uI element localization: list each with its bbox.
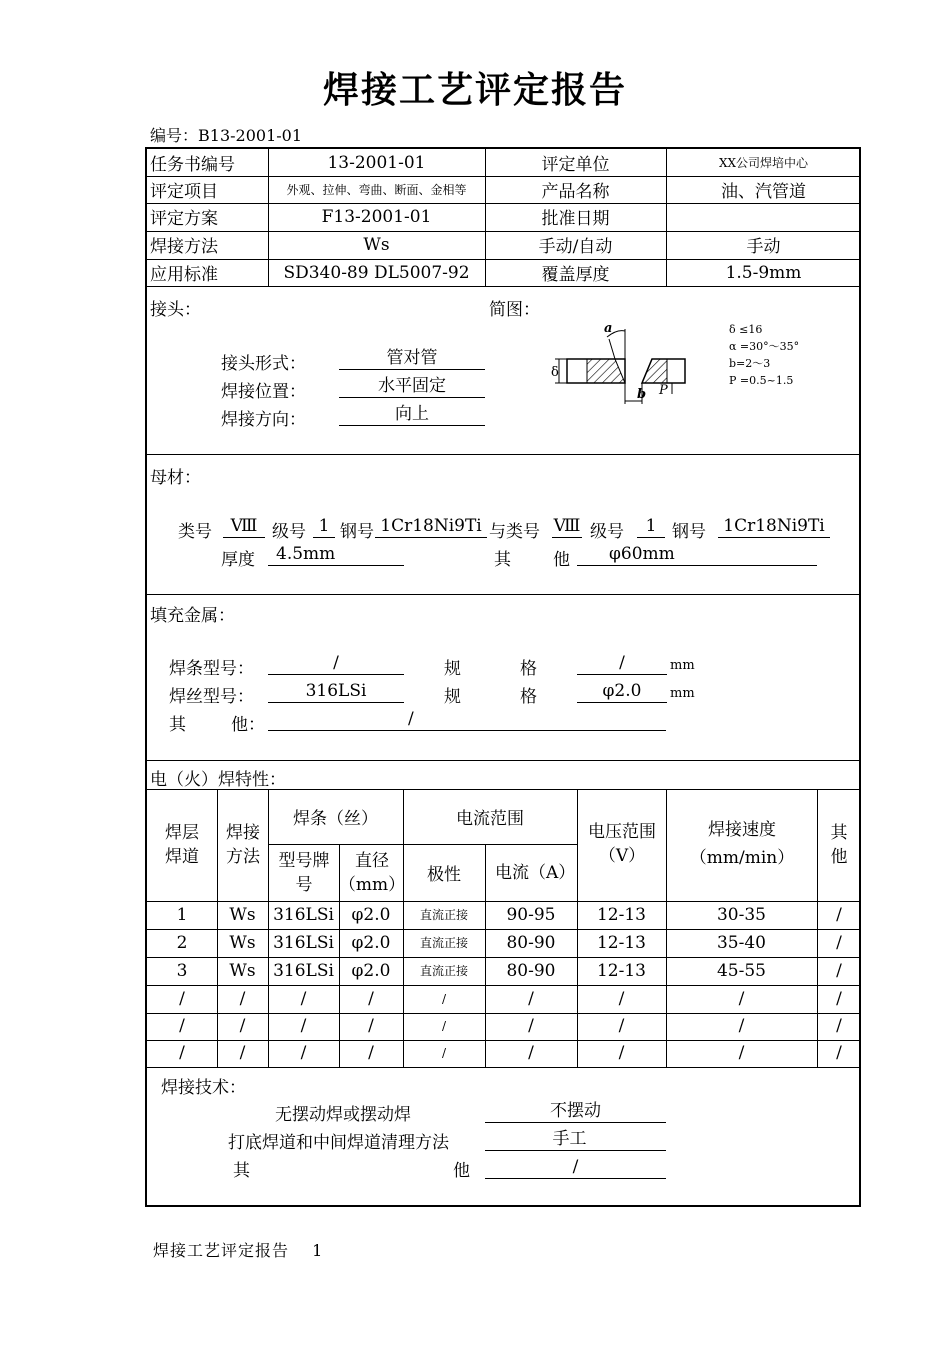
table-cell: /: [368, 1015, 374, 1036]
header-v2-3: 手动: [746, 237, 781, 257]
filler-other-label-a: 其: [169, 715, 186, 735]
table-cell: Ws: [229, 932, 256, 953]
steel-label-1: 钢号: [340, 522, 374, 542]
thickness-label: 厚度: [221, 550, 255, 570]
header-l1-3: 焊接方法: [150, 237, 218, 257]
sketch-label: 简图：: [489, 300, 540, 320]
header-v1-4: SD340-89 DL5007-92: [283, 262, 470, 283]
grade-label-1: 级号: [272, 522, 306, 542]
header-l2-0: 评定单位: [541, 155, 610, 175]
with-type-label: 与类号: [489, 522, 540, 542]
header-v2-0: XX公司焊培中心: [718, 156, 809, 170]
clean-label: 打底焊道和中间焊道清理方法: [228, 1133, 449, 1153]
table-cell: /: [618, 988, 625, 1009]
base-other-label-b: 他: [553, 550, 570, 570]
tech-other-label-a: 其: [233, 1161, 250, 1181]
table-cell: /: [836, 1015, 842, 1036]
table-cell: 直流正接: [419, 936, 468, 950]
wire-type-value: 316LSi: [268, 680, 404, 703]
table-cell: /: [836, 960, 842, 981]
col-diameter: 直径（mm）: [338, 851, 406, 895]
table-cell: 3: [176, 960, 188, 981]
header-v1-3: Ws: [363, 234, 390, 255]
filler-other-label-b: 他：: [231, 715, 265, 735]
grade-value-1: 1: [313, 515, 335, 538]
tech-other-value: /: [485, 1156, 666, 1179]
technique-heading: 焊接技术：: [161, 1078, 246, 1098]
weld-direction-value: 向上: [339, 403, 485, 426]
table-cell: /: [618, 1042, 625, 1063]
table-cell: /: [368, 1042, 374, 1063]
table-cell: φ2.0: [351, 932, 391, 953]
header-l2-4: 覆盖厚度: [541, 265, 610, 285]
filler-other-value: /: [268, 708, 666, 731]
table-cell: /: [738, 988, 745, 1009]
table-cell: /: [368, 988, 374, 1009]
table-cell: φ2.0: [351, 904, 391, 925]
base-metal-heading: 母材：: [150, 468, 201, 488]
table-cell: /: [300, 1015, 307, 1036]
table-cell: /: [239, 1042, 246, 1063]
weld-position-label: 焊接位置：: [221, 382, 306, 402]
table-cell: 316LSi: [273, 960, 334, 981]
header-v2-4: 1.5-9mm: [725, 262, 802, 283]
table-cell: 30-35: [716, 904, 766, 925]
swing-label: 无摆动焊或摆动焊: [275, 1105, 411, 1125]
header-l2-2: 批准日期: [541, 209, 610, 229]
col-current-range: 电流范围: [456, 809, 524, 829]
base-other-label-a: 其: [494, 550, 511, 570]
header-l1-0: 任务书编号: [150, 155, 235, 175]
table-cell: φ2.0: [351, 960, 391, 981]
table-cell: /: [441, 1045, 447, 1060]
table-cell: 316LSi: [273, 932, 334, 953]
table-cell: /: [528, 988, 534, 1009]
table-cell: 80-90: [506, 960, 556, 981]
table-cell: 2: [176, 932, 188, 953]
table-cell: /: [300, 1042, 307, 1063]
col-rod: 焊条（丝）: [293, 809, 378, 829]
table-cell: 直流正接: [419, 964, 468, 978]
table-cell: /: [738, 1042, 745, 1063]
report-form: [145, 147, 861, 1207]
steel-value-1: 1Cr18Ni9Ti: [375, 515, 487, 538]
table-cell: 35-40: [716, 932, 766, 953]
sketch-a-label: a: [604, 321, 613, 336]
electric-heading: 电（火）焊特性：: [150, 770, 286, 790]
rod-spec-value: /: [577, 652, 667, 675]
header-v1-2: F13-2001-01: [321, 206, 432, 227]
table-cell: /: [836, 932, 842, 953]
base-other-value: φ60mm: [577, 543, 817, 566]
table-cell: 12-13: [596, 932, 646, 953]
filler-heading: 填充金属：: [150, 606, 235, 626]
table-cell: /: [179, 988, 185, 1009]
table-cell: /: [239, 1015, 246, 1036]
table-cell: Ws: [229, 960, 256, 981]
table-cell: /: [441, 991, 447, 1006]
table-cell: /: [836, 1042, 842, 1063]
table-cell: 直流正接: [419, 908, 468, 922]
document-number: 编号：B13-2001-01: [150, 126, 303, 145]
joint-params: δ ≤16 α =30°～35° b=2～3 P =0.5~1.5: [729, 323, 800, 387]
table-cell: /: [836, 904, 842, 925]
col-brand: 型号牌号: [278, 851, 330, 895]
type-label-1: 类号: [178, 522, 212, 542]
rod-type-value: /: [268, 652, 404, 675]
header-l1-1: 评定项目: [150, 182, 218, 202]
type-value-1: Ⅷ: [223, 515, 265, 538]
tech-other-label-b: 他: [453, 1161, 470, 1181]
wire-spec-label-a: 规: [444, 687, 461, 707]
header-l1-4: 应用标准: [150, 265, 218, 285]
rod-spec-unit: mm: [670, 658, 695, 673]
sketch-delta-label: δ: [551, 365, 559, 380]
grade-value-2: 1: [637, 515, 665, 538]
table-cell: /: [179, 1015, 185, 1036]
col-speed: 焊接速度（mm/min）: [689, 820, 795, 868]
col-other: 其他: [830, 823, 848, 867]
steel-label-2: 钢号: [672, 522, 706, 542]
table-cell: 12-13: [596, 904, 646, 925]
table-cell: /: [300, 988, 307, 1009]
swing-value: 不摆动: [485, 1100, 666, 1123]
steel-value-2: 1Cr18Ni9Ti: [718, 515, 830, 538]
col-method: 焊接方法: [226, 823, 260, 867]
header-v2-2: [666, 203, 861, 230]
sketch-p-label: P: [659, 383, 668, 398]
grade-label-2: 级号: [590, 522, 624, 542]
sketch-b-label: b: [637, 387, 647, 402]
wire-spec-value: φ2.0: [577, 680, 667, 703]
page-title: 焊接工艺评定报告: [322, 69, 627, 111]
joint-form-value: 管对管: [339, 347, 485, 370]
col-voltage: 电压范围（V）: [588, 822, 656, 866]
table-cell: /: [618, 1015, 625, 1036]
rod-spec-label-a: 规: [444, 659, 461, 679]
header-l1-2: 评定方案: [150, 209, 218, 229]
table-cell: /: [738, 1015, 745, 1036]
table-cell: 45-55: [716, 960, 766, 981]
table-cell: /: [239, 988, 246, 1009]
rod-spec-label-b: 格: [520, 659, 537, 679]
table-cell: 316LSi: [273, 904, 334, 925]
wire-type-label: 焊丝型号：: [169, 687, 254, 707]
table-cell: 12-13: [596, 960, 646, 981]
table-cell: /: [441, 1018, 447, 1033]
header-v2-1: 油、汽管道: [721, 182, 806, 202]
table-cell: /: [836, 988, 842, 1009]
wire-spec-label-b: 格: [520, 687, 537, 707]
table-cell: 80-90: [506, 932, 556, 953]
header-l2-3: 手动/自动: [538, 237, 613, 257]
table-cell: Ws: [229, 904, 256, 925]
col-layer: 焊层焊道: [165, 823, 199, 867]
col-amperage: 电流（A）: [495, 863, 576, 883]
joint-heading: 接头：: [150, 300, 201, 320]
page-footer: 焊接工艺评定报告 1: [153, 1241, 324, 1260]
type-value-2: Ⅷ: [553, 516, 581, 536]
header-l2-1: 产品名称: [541, 182, 610, 202]
table-cell: 1: [176, 904, 188, 925]
col-polarity: 极性: [427, 865, 461, 885]
thickness-value: 4.5mm: [268, 543, 404, 566]
joint-sketch-diagram: [547, 319, 697, 414]
weld-position-value: 水平固定: [339, 375, 485, 398]
weld-direction-label: 焊接方向：: [221, 410, 306, 430]
table-cell: /: [528, 1042, 534, 1063]
table-cell: /: [528, 1015, 534, 1036]
clean-value: 手工: [485, 1128, 666, 1151]
rod-type-label: 焊条型号：: [169, 659, 254, 679]
joint-form-label: 接头形式：: [221, 354, 306, 374]
table-cell: /: [179, 1042, 185, 1063]
header-v1-0: 13-2001-01: [327, 152, 426, 173]
wire-spec-unit: mm: [670, 686, 695, 701]
header-v1-1: 外观、拉伸、弯曲、断面、金相等: [286, 183, 467, 197]
table-cell: 90-95: [506, 904, 556, 925]
